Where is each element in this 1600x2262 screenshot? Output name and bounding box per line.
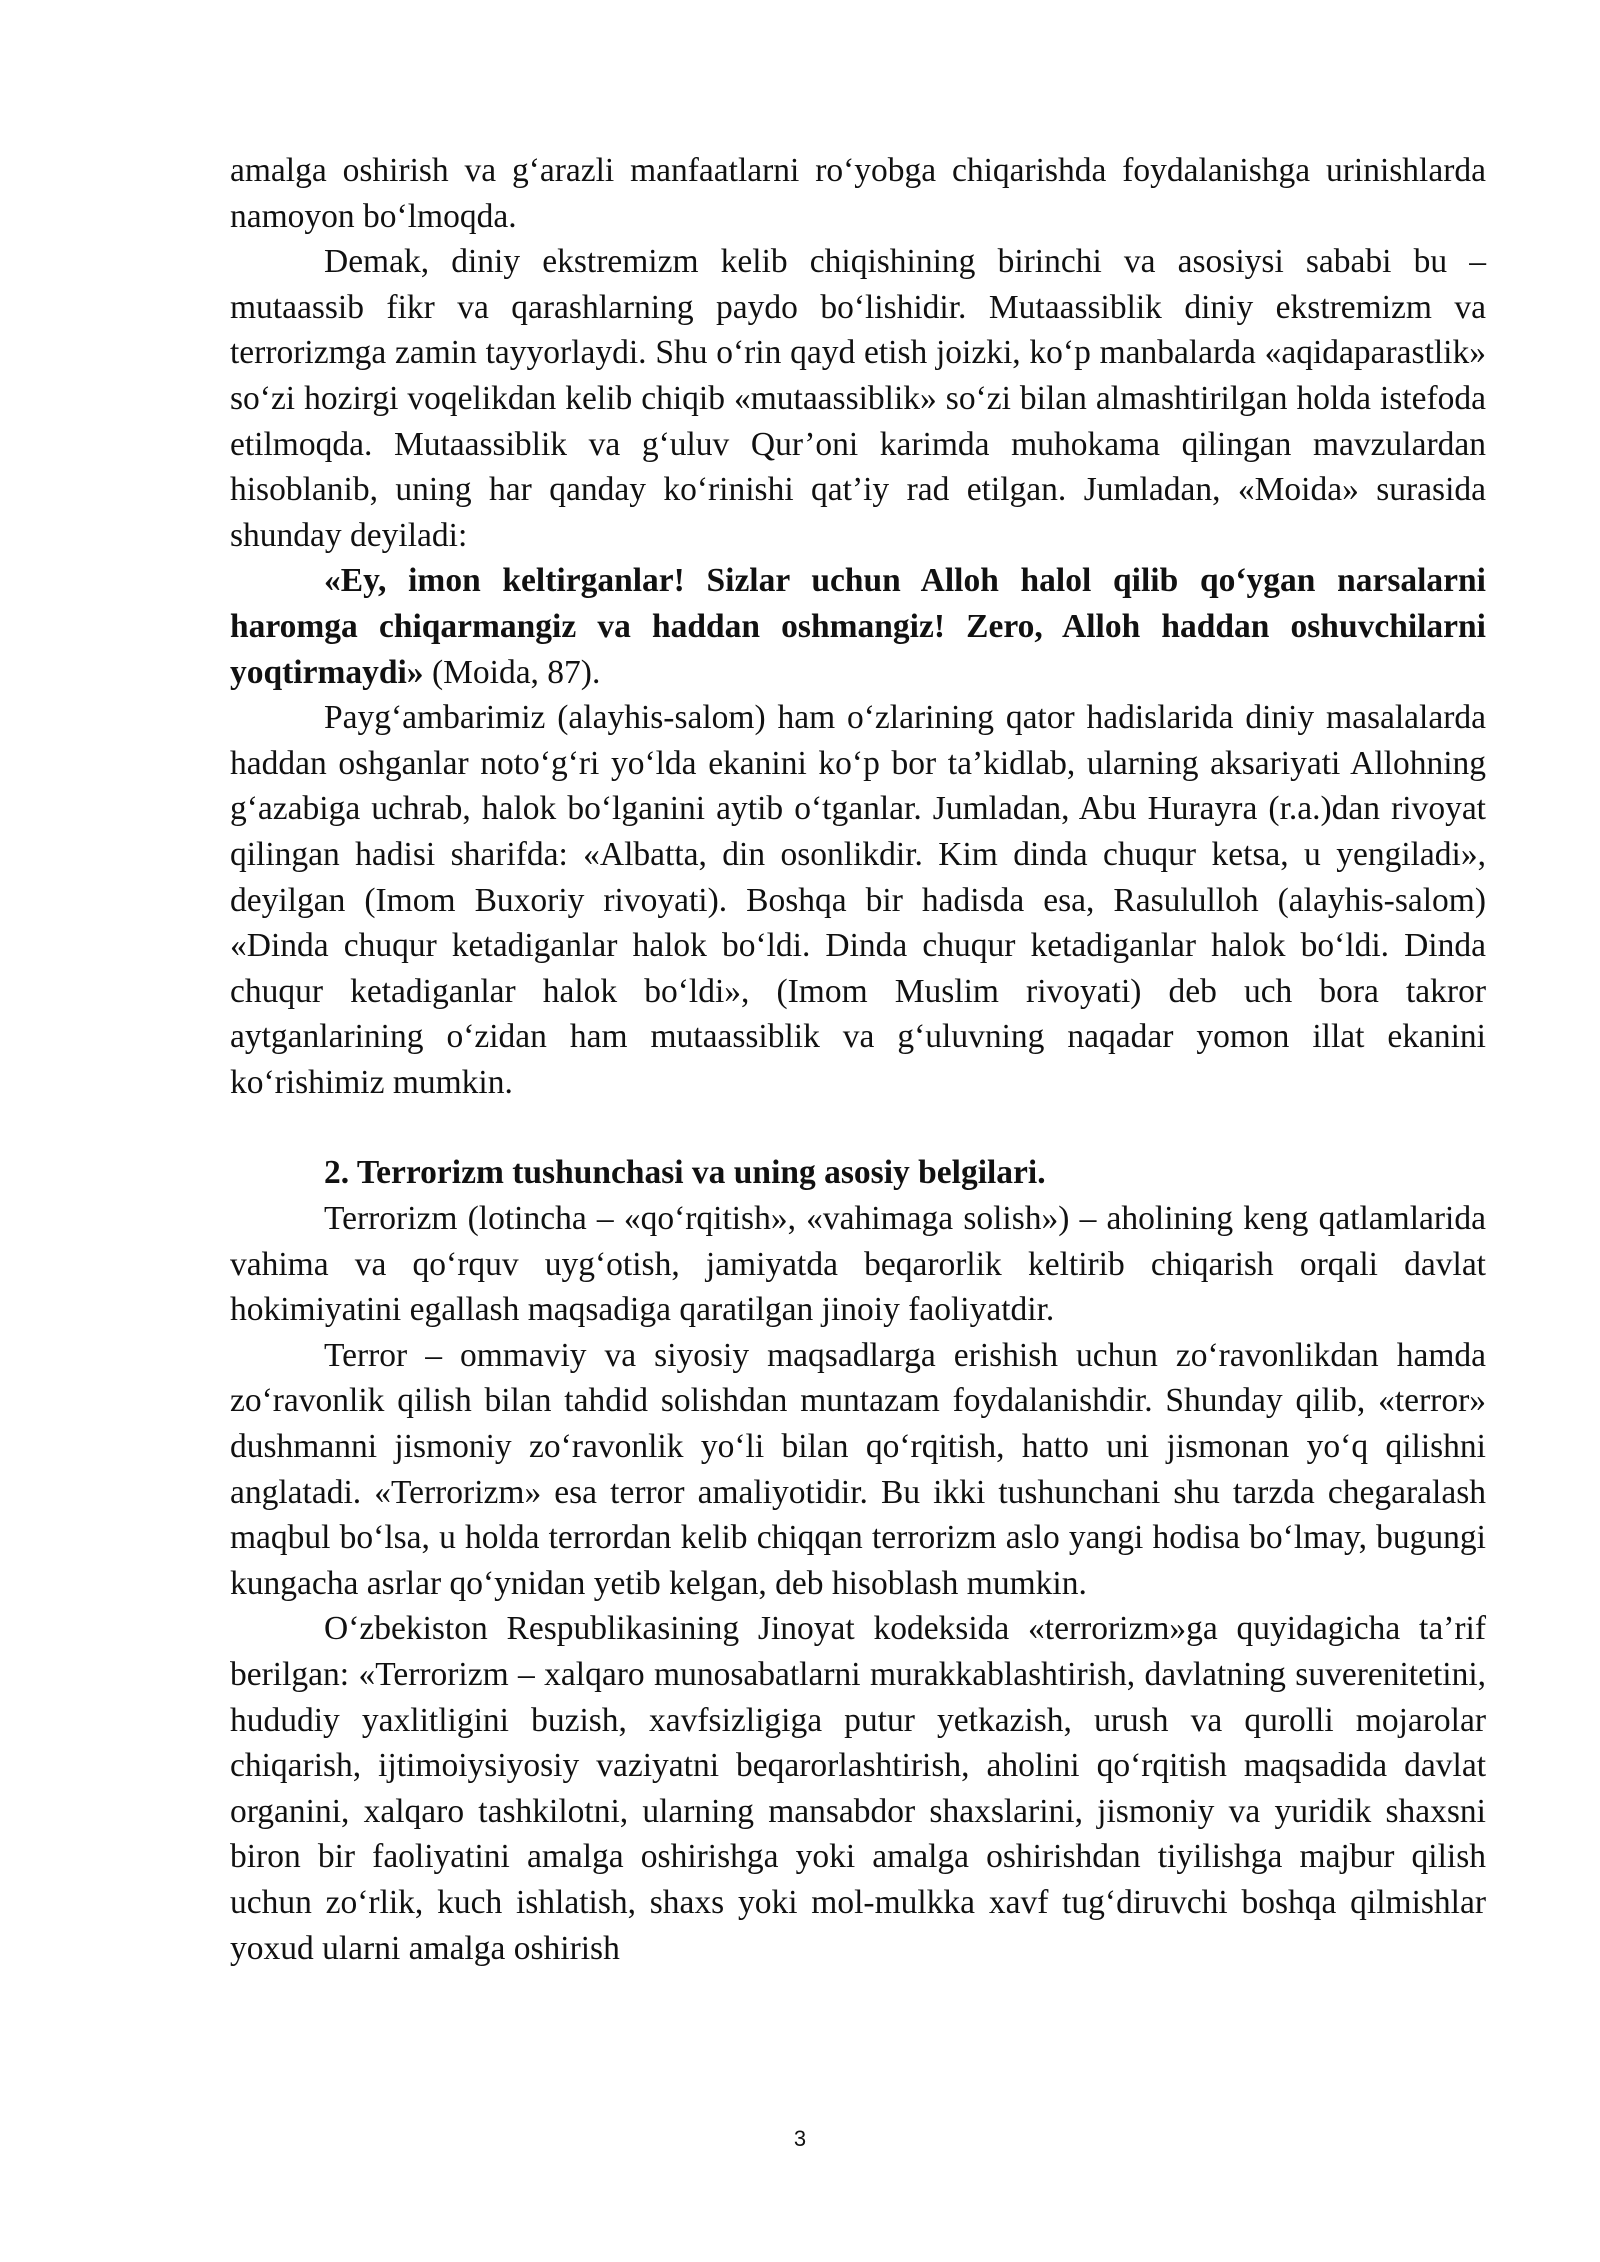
page-number: 3 — [793, 2126, 807, 2151]
section-heading: 2. Terrorizm tushunchasi va uning asosiy belgilari. — [324, 1154, 1046, 1192]
quote-source: (Moida, 87). — [423, 653, 601, 691]
document-page — [230, 148, 1486, 1971]
paragraph-hadith: Payg‘ambarimiz (alayhis-salom) ham o‘zlarining qator hadislarida diniy masalalarda haddan oshganlar noto‘g‘ri yo‘lda ekanini ko‘p bor ta’kidlab, ularning aksariyati Allohning g‘azabiga uchrab, halok bo‘lganini aytib o‘tganlar. Jumladan, Abu Hurayra (r.a.)dan rivoyat qilingan hadisi sharifda: «Albatta, din osonlikdir. Kim dinda chuqur ketsa, u yengiladi», deyilgan (Imom Buxoriy rivoyati). Boshqa bir hadisda esa, Rasululloh (alayhis-salom) «Dinda chuqur ketadiganlar halok bo‘ldi. Dinda chuqur ketadiganlar halok bo‘ldi. Dinda chuqur ketadiganlar halok bo‘ldi», (Imom Muslim rivoyati) deb uch bora takror aytganlarining o‘zidan ham mutaassiblik va g‘uluvning naqadar yomon illat ekanini ko‘rishimiz mumkin. — [230, 699, 1486, 1101]
paragraph-terror: Terror – ommaviy va siyosiy maqsadlarga erishish uchun zo‘ravonlikdan hamda zo‘ravonlik qilish bilan tahdid solishdan muntazam foydalanishdir. Shunday qilib, «terror» dushmanni jismoniy zo‘ravonlik yo‘li bilan qo‘rqitish, hatto uni jismonan yo‘q qilishni anglatadi. «Terrorizm» esa terror amaliyotidir. Bu ikki tushunchani shu tarzda chegaralash maqbul bo‘lsa, u holda terrordan kelib chiqqan terrorizm aslo yangi hodisa bo‘lmay, bugungi kungacha asrlar qo‘ynidan yetib kelgan, deb hisoblash mumkin. — [230, 1336, 1486, 1602]
paragraph-mutaassiblik: Demak, diniy ekstremizm kelib chiqishining birinchi va asosiysi sababi bu – mutaassib fikr va qarashlarning paydo bo‘lishidir. Mutaassiblik diniy ekstremizm va terrorizmga zamin tayyorlaydi. Shu o‘rin qayd etish joizki, ko‘p manbalarda «aqidaparastlik» so‘zi hozirgi voqelikdan kelib chiqib «mutaassiblik» so‘zi bilan almashtirilgan holda istefoda etilmoqda. Mutaassiblik va g‘uluv Qur’oni karimda muhokama qilingan mavzulardan hisoblanib, uning har qanday ko‘rinishi qat’iy rad etilgan. Jumladan, «Moida» surasida shunday deyiladi: — [230, 243, 1486, 554]
quote-text: «Ey, imon keltirganlar! Sizlar uchun Alloh halol qilib qo‘ygan narsalarni haromga chiqarmangiz va haddan oshmangiz! Zero, Alloh haddan oshuvchilarni yoqtirmaydi» — [230, 562, 1486, 691]
paragraph-criminal-code: O‘zbekiston Respublikasining Jinoyat kodeksida «terrorizm»ga quyidagicha ta’rif berilgan: «Terrorizm – xalqaro munosabatlarni murakkablashtirish, davlatning suverenitetini, hududiy yaxlitligini buzish, xavfsizligiga putur yetkazish, urush va qurolli mojarolar chiqarish, ijtimoiysiyosiy vaziyatni beqarorlashtirish, aholini qo‘rqitish maqsadida davlat organini, xalqaro tashkilotni, ularning mansabdor shaxslarini, jismoniy va yuridik shaxsni biron bir faoliyatini amalga oshirishga yoki amalga oshirishdan tiyilishga majbur qilish uchun zo‘rlik, kuch ishlatish, shaxs yoki mol-mulkka xavf tug‘diruvchi boshqa qilmishlar yoxud ularni amalga oshirish — [230, 1610, 1486, 1967]
paragraph-terrorizm-definition: Terrorizm (lotincha – «qo‘rqitish», «vahimaga solish») – aholining keng qatlamlarida vahima va qo‘rquv uyg‘otish, jamiyatda beqarorlik keltirib chiqarish orqali davlat hokimiyatini egallash maqsadiga qaratilgan jinoiy faoliyatdir. — [230, 1200, 1486, 1329]
quran-quote — [230, 558, 1486, 695]
section-gap — [230, 1105, 1486, 1150]
paragraph-continuation: amalga oshirish va g‘arazli manfaatlarni ro‘yobga chiqarishda foydalanishga urinishlarda namoyon bo‘lmoqda. — [230, 152, 1486, 235]
